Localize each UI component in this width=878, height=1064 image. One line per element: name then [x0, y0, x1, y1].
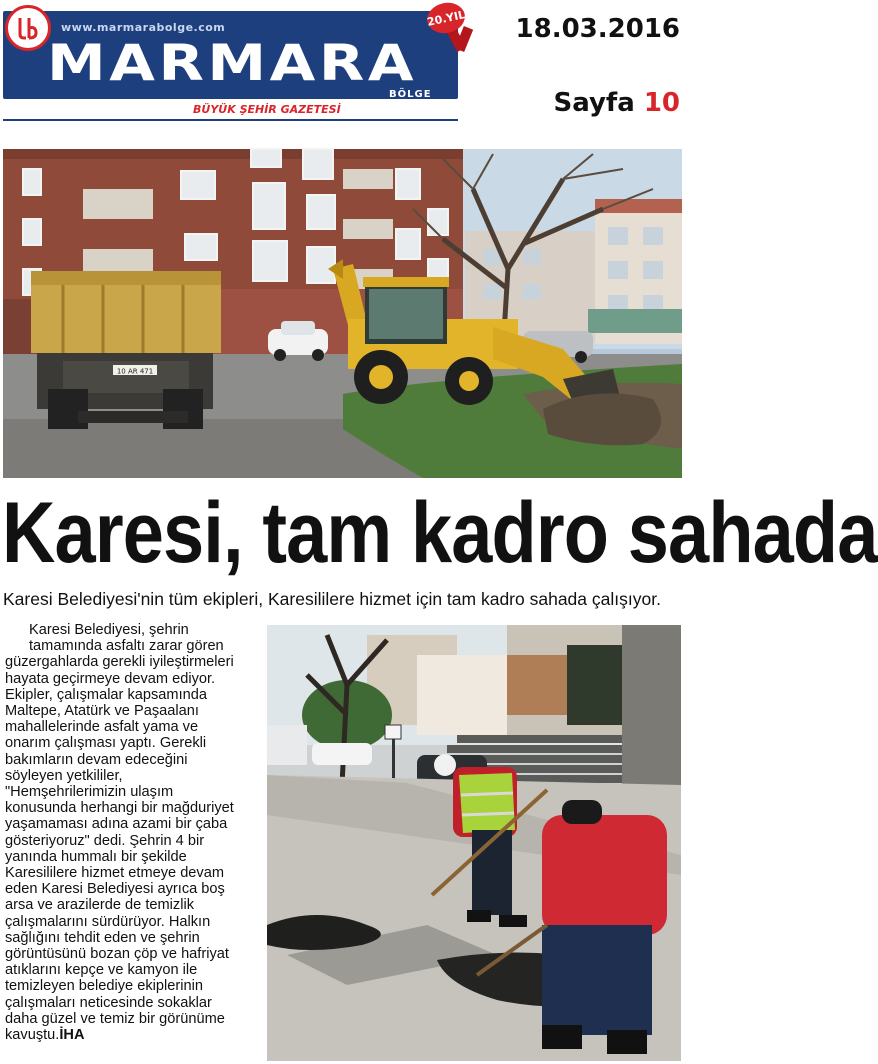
- page-number: [553, 88, 680, 118]
- body-line: Karesililere hizmet etmeye devam: [5, 865, 224, 882]
- logo-mark: [14, 14, 42, 42]
- body-line: yanında hummalı bir şekilde: [5, 848, 187, 865]
- tagline: BÜYÜK ŞEHİR GAZETESİ: [193, 103, 341, 116]
- body-line: hayata geçirmeye devam ediyor.: [5, 670, 216, 687]
- body-line: temizleyen belediye ekiplerinin: [5, 978, 203, 995]
- body-line: sağlığını tehdit eden ve şehrin: [5, 929, 200, 946]
- body-line: çalışmaları neticesinde sokaklar: [5, 994, 212, 1011]
- news-agency-credit: İHA: [59, 1027, 85, 1044]
- body-last-text: kavuştu.: [5, 1027, 60, 1044]
- body-line: güzergahlarda gerekli iyileştirmeleri: [5, 654, 234, 671]
- body-line: atıklarını kepçe ve kamyon ile: [5, 962, 198, 979]
- body-line: bakımların devam edeceğini: [5, 751, 188, 768]
- body-line: arsa ve arazilerde de temizlik: [5, 897, 194, 914]
- body-line: söyleyen yetkililer,: [5, 767, 123, 784]
- page-label: Sayfa: [553, 88, 635, 118]
- body-line: tamamında asfaltı zarar gören: [29, 638, 224, 655]
- body-line: onarım çalışması yaptı. Gerekli: [5, 735, 207, 752]
- brand-subtitle: BÖLGE: [389, 89, 432, 100]
- lb-monogram-icon: [5, 5, 51, 51]
- body-line: yaşamaması adına azami bir çaba: [5, 816, 228, 833]
- body-line: konusunda herhangi bir mağduriyet: [5, 800, 234, 817]
- body-line: eden Karesi Belediyesi ayrıca boş: [5, 881, 225, 898]
- brand-name: MARMARA: [47, 34, 418, 92]
- body-line: mahallelerinde asfalt yama ve: [5, 719, 199, 736]
- photo-excavator-truck: [3, 149, 682, 478]
- logo-band: [3, 11, 458, 99]
- body-line: daha güzel ve temiz bir görünüme: [5, 1010, 225, 1027]
- article-body: [5, 622, 260, 1043]
- body-line: Karesi Belediyesi, şehrin: [29, 622, 189, 638]
- page-number-value: 10: [643, 88, 680, 118]
- body-line: Maltepe, Atatürk ve Paşaalanı: [5, 703, 199, 720]
- body-line: "Hemşehrilerimizin ulaşım: [5, 784, 174, 801]
- masthead: [3, 3, 465, 121]
- body-line: görüntüsünü bozan çöp ve hafriyat: [5, 946, 229, 963]
- issue-date: 18.03.2016: [515, 14, 680, 44]
- article-headline: Karesi, tam kadro sahada: [2, 485, 878, 581]
- photo-asphalt-repair-workers: [267, 625, 681, 1061]
- anniversary-ribbon: [427, 3, 471, 53]
- body-line: gösteriyoruz" dedi. Şehrin 4 bir: [5, 832, 205, 849]
- anniversary-badge: 20.YIL: [424, 0, 467, 37]
- masthead-divider: [3, 119, 458, 121]
- site-url[interactable]: www.marmarabolge.com: [61, 21, 226, 34]
- body-last-line: [5, 1027, 260, 1043]
- truck-plate-text: 10 AR 471: [116, 367, 154, 376]
- body-line: Ekipler, çalışmalar kapsamında: [5, 686, 207, 703]
- article-subheadline: Karesi Belediyesi'nin tüm ekipleri, Karesililere hizmet için tam kadro sahada çalışıyor.: [3, 589, 661, 609]
- body-line: çalışmalarını sürdürüyor. Halkın: [5, 913, 211, 930]
